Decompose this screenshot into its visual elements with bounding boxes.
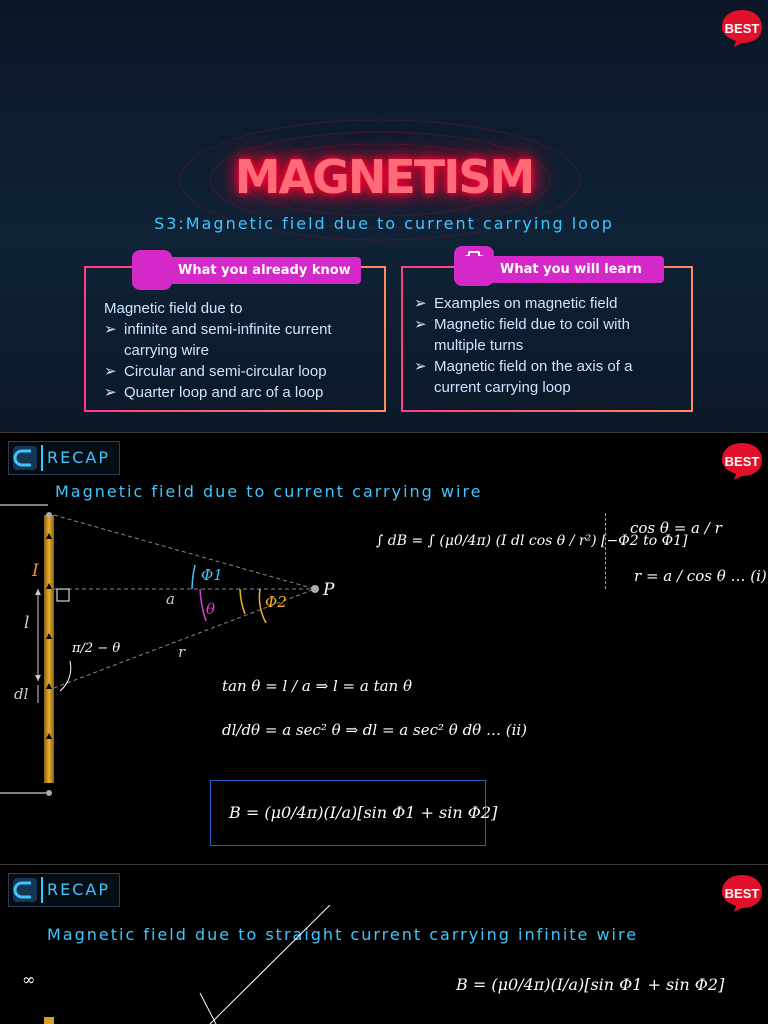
wire-diagram xyxy=(0,493,340,803)
known-tag: What you already know xyxy=(132,257,361,284)
known-list xyxy=(104,298,374,403)
recap-divider xyxy=(41,877,43,903)
recap-badge xyxy=(8,873,120,907)
best-logo-text: BEST xyxy=(724,454,760,469)
learn-tag: What you will learn xyxy=(454,256,664,283)
wire xyxy=(44,515,54,783)
known-item: ➢ Circular and semi-circular loop xyxy=(104,361,374,382)
learn-item: ➢ Magnetic field on the axis of a current carrying loop xyxy=(414,356,682,398)
section-heading: Magnetic field due to current carrying wire xyxy=(55,482,483,501)
phi2-label: Φ2 xyxy=(265,593,287,611)
page-subtitle: S3:Magnetic field due to current carrying loop xyxy=(154,214,614,233)
current-label: I xyxy=(32,561,39,581)
r-equation: r = a / cos θ … (i) xyxy=(634,567,767,585)
infinity-label: ∞ xyxy=(22,970,36,989)
best-logo-text: BEST xyxy=(724,21,760,36)
result-formula: B = (μ0/4π)(I/a)[sin Φ1 + sin Φ2] xyxy=(456,975,725,994)
tan-equation: tan θ = l / a ⇒ l = a tan θ xyxy=(222,677,413,695)
recap-label: RECAP xyxy=(47,880,110,899)
known-item: ➢ Quarter loop and arc of a loop xyxy=(104,382,374,403)
cos-equation: cos θ = a / r xyxy=(630,519,722,537)
integral-equation: ∫ dB = ∫ (μ0/4π) (I dl cos θ / r²) [−Φ2 to Φ1] xyxy=(376,533,688,549)
best-logo xyxy=(720,8,764,48)
learn-list xyxy=(414,293,682,398)
complement-angle-label: π/2 − θ xyxy=(72,641,121,656)
result-formula-box xyxy=(210,780,498,846)
slide-recap-wire xyxy=(0,433,768,864)
known-intro: Magnetic field due to xyxy=(104,300,243,317)
point-label: P xyxy=(323,580,335,600)
magnet-icon xyxy=(13,446,37,470)
length-label: l xyxy=(24,613,30,633)
learn-item: ➢ Magnetic field due to coil with multiple turns xyxy=(414,314,682,356)
section-heading: Magnetic field due to straight current carrying infinite wire xyxy=(47,925,639,944)
slide-intro xyxy=(0,0,768,432)
best-logo xyxy=(720,441,764,481)
dl-label: dl xyxy=(14,685,29,703)
equation-divider xyxy=(605,513,606,589)
infinite-wire-diagram xyxy=(0,905,340,1024)
known-item: ➢ infinite and semi-infinite current carrying wire xyxy=(104,319,374,361)
best-logo-text: BEST xyxy=(724,886,760,901)
magnet-icon xyxy=(13,878,37,902)
theta-label: θ xyxy=(206,600,216,618)
slide-recap-infinite-wire xyxy=(0,865,768,1024)
r-label: r xyxy=(178,643,186,661)
a-label: a xyxy=(166,590,175,608)
learn-item: ➢ Examples on magnetic field xyxy=(414,293,682,314)
recap-badge xyxy=(8,441,120,475)
recap-divider xyxy=(41,445,43,471)
point-p xyxy=(311,585,319,593)
best-logo xyxy=(720,873,764,913)
result-formula: B = (μ0/4π)(I/a)[sin Φ1 + sin Φ2] xyxy=(229,803,498,822)
page-title: MAGNETISM xyxy=(234,150,534,204)
recap-label: RECAP xyxy=(47,448,110,467)
dl-equation: dl/dθ = a sec² θ ⇒ dl = a sec² θ dθ … (ii) xyxy=(222,721,528,739)
phi1-label: Φ1 xyxy=(201,566,223,584)
